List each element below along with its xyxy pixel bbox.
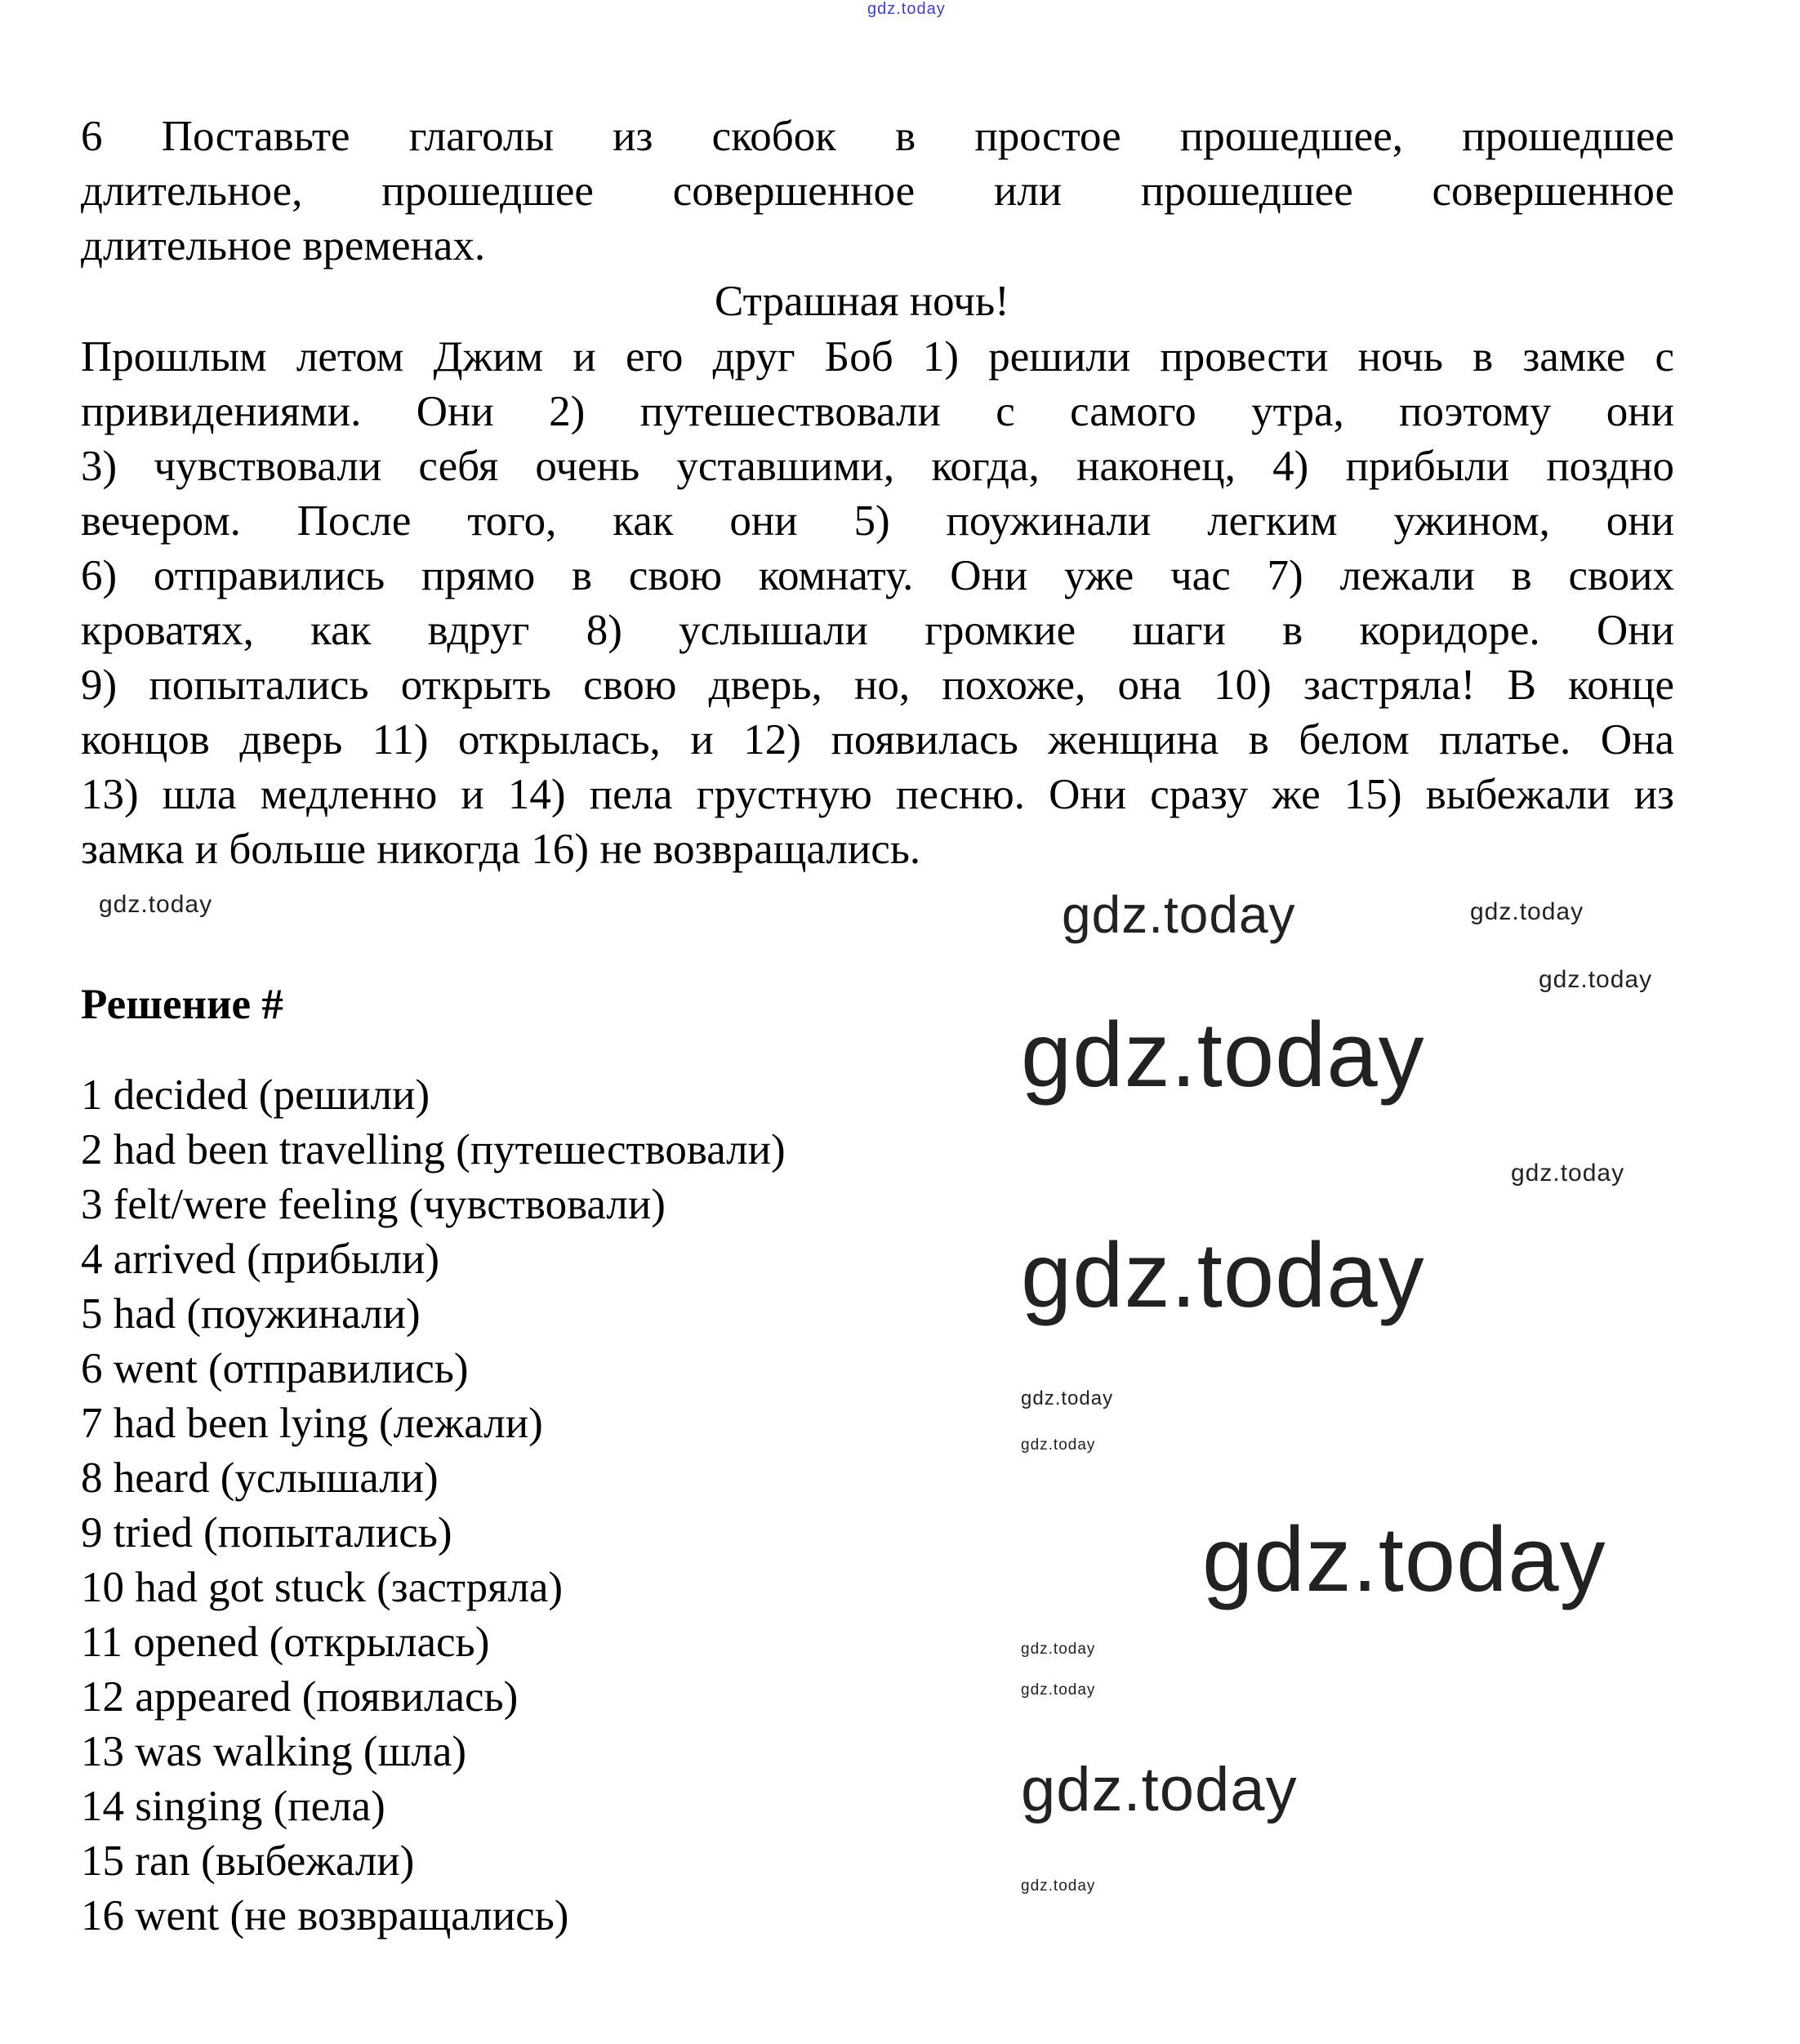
answer-item: 15 ran (выбежали) bbox=[81, 1837, 415, 1885]
watermark: gdz.today bbox=[1021, 1681, 1096, 1699]
watermark: gdz.today bbox=[1511, 1160, 1625, 1187]
story-line: Прошлым летом Джим и его друг Боб 1) решили провести ночь в замке с bbox=[81, 333, 1674, 381]
story-line: привидениями. Они 2) путешествовали с самого утра, поэтому они bbox=[81, 388, 1674, 435]
answer-item: 4 arrived (прибыли) bbox=[81, 1236, 439, 1283]
story-line: 3) чувствовали себя очень уставшими, когда, наконец, 4) прибыли поздно bbox=[81, 443, 1674, 490]
story-line: 13) шла медленно и 14) пела грустную песню. Они сразу же 15) выбежали из bbox=[81, 771, 1674, 818]
answer-item: 8 heard (услышали) bbox=[81, 1454, 439, 1502]
watermark-top: gdz.today bbox=[867, 0, 946, 18]
answer-item: 13 was walking (шла) bbox=[81, 1728, 467, 1775]
answer-item: 10 had got stuck (застряла) bbox=[81, 1564, 564, 1611]
story-line: 9) попытались открыть свою дверь, но, похоже, она 10) застряла! В конце bbox=[81, 661, 1674, 709]
story-line: 6) отправились прямо в свою комнату. Они уже час 7) лежали в своих bbox=[81, 552, 1674, 599]
watermark: gdz.today bbox=[1539, 966, 1653, 993]
answer-item: 9 tried (попытались) bbox=[81, 1509, 452, 1556]
task-line: 6 Поставьте глаголы из скобок в простое прошедшее, прошедшее bbox=[81, 113, 1674, 160]
solution-list bbox=[81, 1068, 786, 1944]
watermark: gdz.today bbox=[1062, 885, 1296, 944]
watermark: gdz.today bbox=[1202, 1508, 1606, 1610]
answer-item: 6 went (отправились) bbox=[81, 1345, 469, 1392]
story-line: кроватях, как вдруг 8) услышали громкие шаги в коридоре. Они bbox=[81, 607, 1674, 654]
watermark: gdz.today bbox=[99, 891, 213, 918]
watermark: gdz.today bbox=[1021, 1224, 1425, 1326]
story-line: замка и больше никогда 16) не возвращались. bbox=[81, 826, 921, 873]
answer-item: 11 opened (открылась) bbox=[81, 1619, 490, 1666]
watermark: gdz.today bbox=[1021, 1436, 1096, 1454]
answer-item: 1 decided (решили) bbox=[81, 1071, 430, 1119]
watermark: gdz.today bbox=[1470, 898, 1584, 925]
answer-item: 12 appeared (появилась) bbox=[81, 1673, 519, 1721]
watermark: gdz.today bbox=[1021, 1755, 1298, 1824]
answer-item: 2 had been travelling (путешествовали) bbox=[81, 1126, 786, 1173]
answer-item: 7 had been lying (лежали) bbox=[81, 1400, 543, 1447]
task-line: длительное временах. bbox=[81, 222, 486, 269]
watermark: gdz.today bbox=[1021, 1641, 1096, 1658]
answer-item: 3 felt/were feeling (чувствовали) bbox=[81, 1181, 666, 1228]
task-instruction bbox=[81, 109, 1674, 274]
watermark: gdz.today bbox=[1021, 1387, 1114, 1409]
story-text bbox=[81, 330, 1674, 877]
story-line: концов дверь 11) открылась, и 12) появилась женщина в белом платье. Она bbox=[81, 716, 1674, 764]
answer-item: 14 singing (пела) bbox=[81, 1783, 385, 1830]
solution-heading: Решение # bbox=[81, 981, 283, 1028]
watermark: gdz.today bbox=[1021, 1877, 1096, 1895]
answer-item: 5 had (поужинали) bbox=[81, 1290, 421, 1338]
watermark: gdz.today bbox=[1021, 1004, 1425, 1106]
task-line: длительное, прошедшее совершенное или прошедшее совершенное bbox=[81, 167, 1674, 215]
story-line: вечером. После того, как они 5) поужинали легким ужином, они bbox=[81, 497, 1674, 545]
answer-item: 16 went (не возвращались) bbox=[81, 1892, 569, 1939]
story-title: Страшная ночь! bbox=[715, 278, 1009, 325]
